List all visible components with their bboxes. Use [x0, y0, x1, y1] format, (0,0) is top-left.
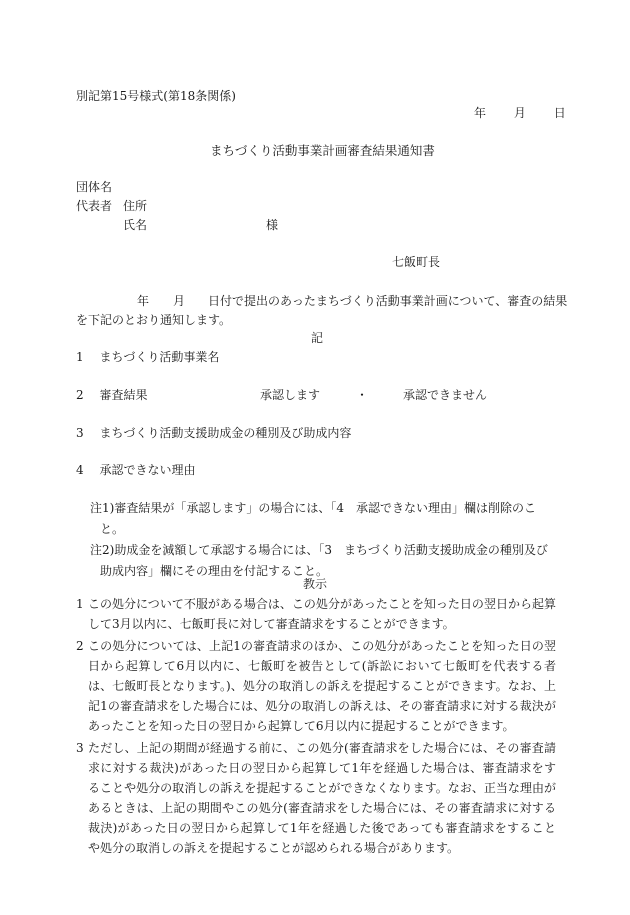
date-day: 日 [553, 106, 566, 120]
date-year: 年 [474, 106, 487, 120]
item-2 [76, 386, 147, 404]
result-approve: 承認します [260, 388, 321, 402]
item-number: 2 [76, 388, 84, 402]
intro-month: 月 [173, 294, 186, 308]
kyoji-item-number: 1 [76, 597, 84, 611]
address-label: 住所 [123, 199, 148, 213]
kyoji-heading: 教示 [303, 577, 328, 591]
date-month: 月 [513, 106, 526, 120]
result-reject: 承認できません [403, 388, 488, 402]
item-number: 1 [76, 350, 84, 364]
sender: 七飯町長 [392, 255, 441, 269]
intro-year: 年 [137, 294, 150, 308]
ki-heading: 記 [311, 331, 324, 345]
item-number: 4 [76, 463, 84, 477]
intro-text-2: を下記のとおり通知します。 [76, 313, 232, 327]
kyoji-list [76, 594, 556, 860]
kyoji-item-number: 3 [76, 741, 84, 755]
org-label: 団体名 [76, 180, 113, 194]
item-label: まちづくり活動事業名 [99, 350, 220, 364]
kyoji-item-number: 2 [76, 639, 84, 653]
item-label: 承認できない理由 [99, 463, 196, 477]
kyoji-item-1 [76, 594, 556, 634]
note-1: 注1)審査結果が「承認します」の場合には、「4 承認できない理由」欄は削除のこと。 [90, 501, 536, 536]
document-title: まちづくり活動事業計画審査結果通知書 [210, 143, 435, 158]
kyoji-item-text: この処分については、上記1の審査請求のほか、この処分があったことを知った日の翌日から起算して6月以内に、七飯町を被告として(訴訟において七飯町を代表する者は、七飯町長となります。)、処分の取消しの訴えを提起することができます。なお、上記1の審査請求をした場合には、処分の取消しの訴えは、その審査請求に対する裁決があったことを知った日の翌日から起算して6月以内に提起することができます。 [88, 639, 556, 733]
honorific: 様 [266, 218, 279, 232]
kyoji-item-text: この処分について不服がある場合は、この処分があったことを知った日の翌日から起算して3月以内に、七飯町長に対して審査請求をすることができます。 [88, 597, 556, 631]
name-label: 氏名 [123, 218, 148, 232]
item-label: まちづくり活動支援助成金の種別及び助成内容 [99, 426, 352, 440]
kyoji-item-text: ただし、上記の期間が経過する前に、この処分(審査請求をした場合には、その審査請求に対する裁決)があった日の翌日から起算して1年を経過した場合は、審査請求をすることや処分の取消しの訴えを提起することができなくなります。なお、正当な理由があるときは、上記の期間やこの処分(審査請求をした場合には、その審査請求に対する裁決)があった日の翌日から起算して1年を経過した後であっても審査請求をすることや処分の取消しの訴えを提起することが認められる場合があります。 [88, 741, 556, 855]
item-1 [76, 348, 219, 366]
intro-text-1: 日付で提出のあったまちづくり活動事業計画について、審査の結果 [208, 294, 568, 308]
kyoji-item-3 [76, 738, 556, 858]
kyoji-item-2 [76, 636, 556, 736]
date-line [474, 104, 566, 122]
notes [90, 498, 556, 582]
item-label: 審査結果 [99, 388, 148, 402]
form-number: 別記第15号様式(第18条関係) [76, 89, 236, 103]
note-2: 注2)助成金を減額して承認する場合には、「3 まちづくり活動支援助成金の種別及び助成内容」欄にその理由を付記すること。 [90, 543, 548, 578]
item-number: 3 [76, 426, 84, 440]
rep-label: 代表者 [76, 199, 113, 213]
item-3 [76, 424, 351, 442]
result-separator: ・ [356, 388, 369, 402]
item-4 [76, 461, 195, 479]
